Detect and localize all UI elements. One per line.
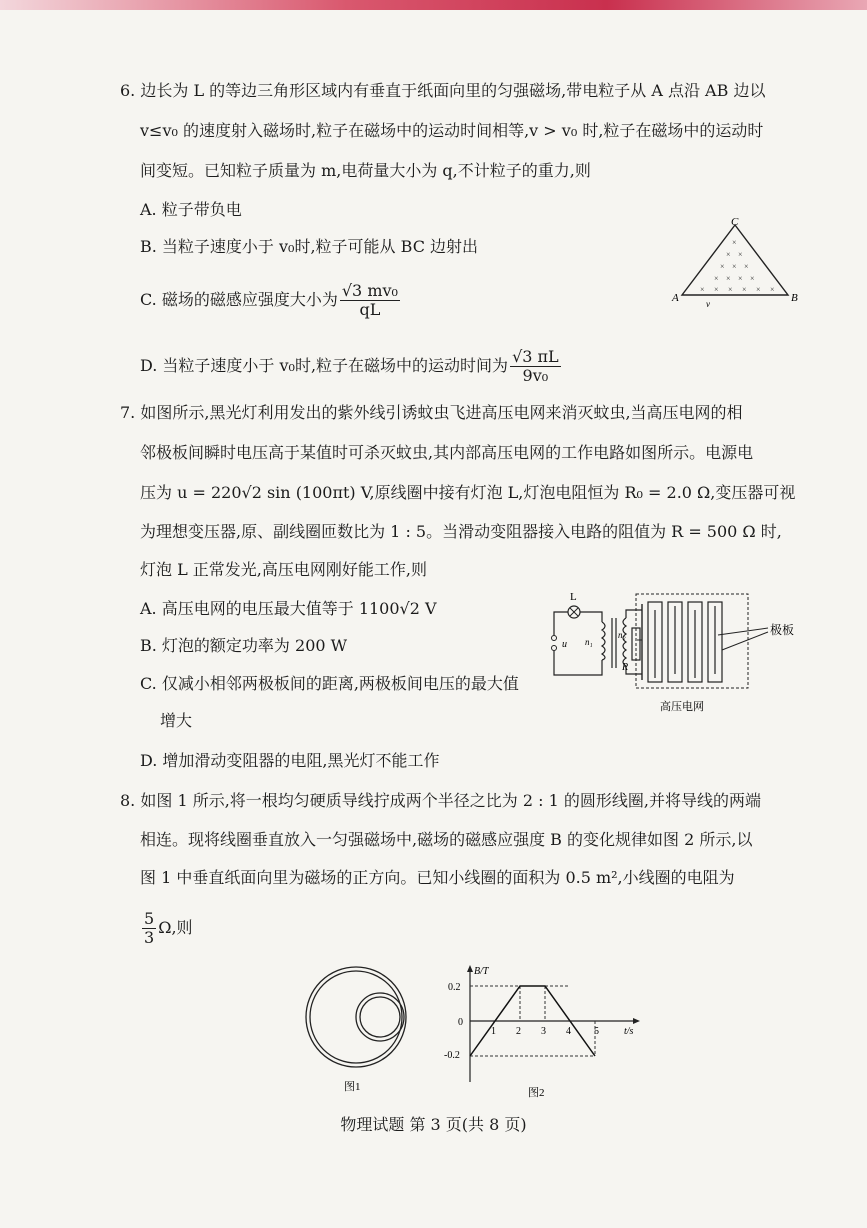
q6-option-c-denominator: qL: [359, 300, 381, 319]
svg-text:×: ×: [732, 262, 737, 271]
q7-label-plates: 极板: [770, 623, 795, 637]
q8-stem-line3: 图 1 中垂直纸面向里为磁场的正方向。已知小线圈的面积为 0.5 m²,小线圈的电阻为: [140, 868, 735, 887]
top-color-band: [0, 0, 867, 10]
q8-fraction-numerator: 5: [144, 909, 155, 928]
q8-stem-line1: 8. 如图 1 所示,将一根均匀硬质导线拧成两个半径之比为 2 : 1 的圆形线圈,并将导线的两端: [120, 791, 761, 810]
q6-option-d-text: D. 当粒子速度小于 v₀时,粒子在磁场中的运动时间为: [140, 356, 509, 375]
q7-option-c-line1: C. 仅减小相邻两极板间的距离,两极板间电压的最大值: [140, 674, 519, 693]
svg-text:×: ×: [728, 285, 733, 294]
q7-label-lamp: L: [570, 591, 577, 603]
q7-circuit-figure: [540, 590, 810, 720]
svg-text:×: ×: [738, 250, 743, 259]
svg-text:×: ×: [770, 285, 775, 294]
q6-label-v: v: [706, 299, 710, 309]
svg-text:×: ×: [726, 250, 731, 259]
q8-ytick-pos: 0.2: [448, 982, 461, 993]
q8-ytick-zero: 0: [458, 1017, 463, 1028]
q7-label-grid: 高压电网: [660, 701, 704, 713]
q8-xtick-3: 3: [541, 1026, 546, 1037]
q6-stem-line1: 6. 边长为 L 的等边三角形区域内有垂直于纸面向里的匀强磁场,带电粒子从 A 点沿 AB 边以: [120, 81, 766, 100]
q8-ytick-neg: -0.2: [444, 1050, 460, 1061]
svg-text:×: ×: [720, 262, 725, 271]
q6-option-d-numerator: √3 πL: [512, 347, 559, 366]
q6-label-a: A: [672, 292, 679, 304]
svg-text:×: ×: [756, 285, 761, 294]
q7-stem-line2: 邻极板间瞬时电压高于某值时可杀灭蚊虫,其内部高压电网的工作电路如图所示。电源电: [140, 443, 754, 462]
q8-graph-ylabel: B/T: [474, 966, 489, 977]
q6-option-d-denominator: 9v₀: [522, 366, 549, 385]
q7-label-r: R: [622, 662, 629, 673]
q8-figure1-coils: [300, 965, 420, 1100]
q8-stem-line4: [140, 910, 193, 947]
svg-text:×: ×: [738, 274, 743, 283]
grid-plates: [648, 602, 722, 682]
q6-option-a: A. 粒子带负电: [140, 200, 242, 219]
q8-xtick-1: 1: [491, 1026, 496, 1037]
q7-option-a: A. 高压电网的电压最大值等于 1100√2 V: [140, 599, 437, 618]
q8-stem-line2: 相连。现将线圈垂直放入一匀强磁场中,磁场的磁感应强度 B 的变化规律如图 2 所示,以: [140, 830, 753, 849]
q6-stem-line2: v≤v₀ 的速度射入磁场时,粒子在磁场中的运动时间相等,v > v₀ 时,粒子在磁场中的运动时: [140, 121, 764, 140]
q8-xtick-5: 5: [594, 1026, 599, 1037]
q7-label-u: u: [562, 639, 567, 650]
q8-stem-line4-text: Ω,则: [158, 918, 193, 937]
q8-fig2-caption: 图2: [528, 1087, 545, 1099]
q7-option-d: D. 增加滑动变阻器的电阻,黑光灯不能工作: [140, 751, 440, 770]
q8-fig1-caption: 图1: [344, 1081, 361, 1093]
svg-text:×: ×: [750, 274, 755, 283]
q6-stem-line3: 间变短。已知粒子质量为 m,电荷量大小为 q,不计粒子的重力,则: [140, 161, 591, 180]
q7-option-c-line2: 增大: [160, 711, 193, 730]
q6-option-c-fraction: [340, 282, 400, 319]
q6-field-crosses: [700, 238, 775, 294]
q7-stem-line4: 为理想变压器,原、副线圈匝数比为 1 : 5。当滑动变阻器接入电路的阻值为 R = 500 Ω 时,: [140, 522, 782, 541]
q7-label-n1: n₁: [585, 637, 593, 647]
q7-stem-line5: 灯泡 L 正常发光,高压电网刚好能工作,则: [140, 560, 427, 579]
q6-label-c: C: [731, 216, 739, 228]
svg-text:×: ×: [744, 262, 749, 271]
q7-option-b: B. 灯泡的额定功率为 200 W: [140, 636, 348, 655]
page-footer: 物理试题 第 3 页(共 8 页): [340, 1115, 527, 1134]
q8-xtick-2: 2: [516, 1026, 521, 1037]
q6-option-b: B. 当粒子速度小于 v₀时,粒子可能从 BC 边射出: [140, 237, 479, 256]
q6-option-c-text: C. 磁场的磁感应强度大小为: [140, 290, 338, 309]
svg-text:×: ×: [742, 285, 747, 294]
grid-enclosure: [636, 594, 748, 688]
svg-text:×: ×: [714, 285, 719, 294]
q8-graph-xlabel: t/s: [624, 1026, 634, 1037]
q8-fraction: [142, 910, 156, 947]
q6-option-d-fraction: [510, 348, 561, 385]
q8-fraction-denominator: 3: [144, 928, 155, 947]
q7-label-n2: n₂: [618, 630, 626, 640]
svg-text:×: ×: [700, 285, 705, 294]
q7-stem-line3: 压为 u = 220√2 sin (100πt) V,原线圈中接有灯泡 L,灯泡电阻恒为 R₀ = 2.0 Ω,变压器可视: [140, 483, 796, 502]
svg-text:×: ×: [732, 238, 737, 247]
svg-text:×: ×: [714, 274, 719, 283]
q8-xtick-4: 4: [566, 1026, 571, 1037]
q6-option-c: [140, 282, 402, 319]
svg-text:×: ×: [726, 274, 731, 283]
q6-option-d: [140, 348, 563, 385]
q7-stem-line1: 7. 如图所示,黑光灯利用发出的紫外线引诱蚊虫飞进高压电网来消灭蚊虫,当高压电网的相: [120, 403, 743, 422]
q6-label-b: B: [791, 292, 798, 304]
q6-option-c-numerator: √3 mv₀: [341, 281, 398, 300]
q6-triangle-figure: [670, 215, 805, 315]
q8-figure2-graph: [440, 962, 650, 1102]
